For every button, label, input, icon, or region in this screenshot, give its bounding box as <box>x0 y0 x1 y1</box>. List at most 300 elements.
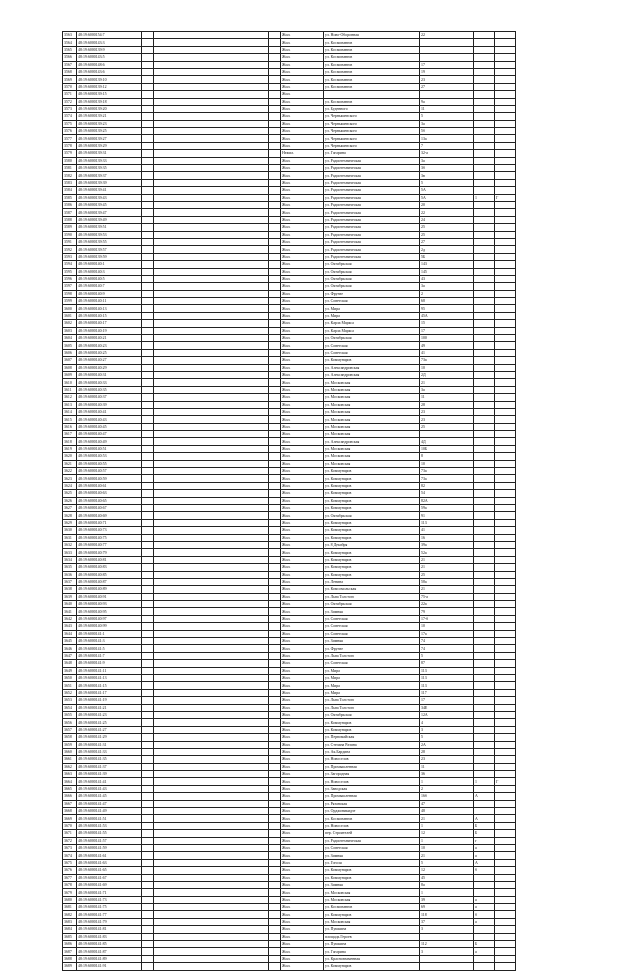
col-5-cell <box>269 704 281 711</box>
building-cell <box>474 674 495 681</box>
col-4-cell <box>154 660 269 667</box>
letter-cell <box>495 963 516 970</box>
col-4-cell <box>154 371 269 378</box>
cadastral-number-cell: 48:19:6000141:69 <box>77 881 142 888</box>
object-type-cell: Жил. <box>281 822 324 829</box>
cadastral-number-cell: 48:19:6000139:21 <box>77 113 142 120</box>
col-4-cell <box>154 497 269 504</box>
col-3-cell <box>142 32 154 39</box>
col-4-cell <box>154 859 269 866</box>
table-row <box>63 867 516 874</box>
object-type-cell: Жил. <box>281 490 324 497</box>
house-number-cell: 5 <box>420 179 474 186</box>
street-cell: ул. Александровская <box>324 438 420 445</box>
street-cell: ул. Московская <box>324 460 420 467</box>
letter-cell <box>495 948 516 955</box>
cadastral-number-cell: 48:19:6000140:17 <box>77 320 142 327</box>
street-cell: ул. Коммунаров <box>324 867 420 874</box>
letter-cell <box>495 564 516 571</box>
letter-cell <box>495 534 516 541</box>
street-cell: ул. Коммунаров <box>324 497 420 504</box>
table-row <box>63 246 516 253</box>
letter-cell <box>495 209 516 216</box>
col-3-cell <box>142 201 154 208</box>
col-3-cell <box>142 209 154 216</box>
col-3-cell <box>142 623 154 630</box>
letter-cell <box>495 268 516 275</box>
row-number-cell: 3628 <box>63 512 77 519</box>
col-3-cell <box>142 859 154 866</box>
col-3-cell <box>142 54 154 61</box>
col-5-cell <box>269 342 281 349</box>
col-3-cell <box>142 704 154 711</box>
col-4-cell <box>154 630 269 637</box>
col-4-cell <box>154 157 269 164</box>
building-cell <box>474 128 495 135</box>
col-4-cell <box>154 512 269 519</box>
street-cell: ул. Московская <box>324 423 420 430</box>
table-row <box>63 608 516 615</box>
col-4-cell <box>154 586 269 593</box>
col-5-cell <box>269 157 281 164</box>
object-type-cell: Жил. <box>281 881 324 888</box>
building-cell <box>474 748 495 755</box>
house-number-cell: 113 <box>420 667 474 674</box>
street-cell: ул. Октябрьская <box>324 261 420 268</box>
house-number-cell: 2 <box>420 785 474 792</box>
street-cell: ул. Радиотехническая <box>324 231 420 238</box>
col-4-cell <box>154 172 269 179</box>
object-type-cell: Жил. <box>281 601 324 608</box>
building-cell <box>474 327 495 334</box>
building-cell <box>474 482 495 489</box>
col-3-cell <box>142 135 154 142</box>
cadastral-number-cell: 48:19:6000139:10 <box>77 76 142 83</box>
cadastral-number-cell: 48:19:6000140:29 <box>77 364 142 371</box>
col-5-cell <box>269 519 281 526</box>
col-3-cell <box>142 312 154 319</box>
house-number-cell: 28 <box>420 748 474 755</box>
col-5-cell <box>269 172 281 179</box>
col-5-cell <box>269 187 281 194</box>
building-cell <box>474 741 495 748</box>
table-row <box>63 157 516 164</box>
street-cell: ул. Советская <box>324 844 420 851</box>
cadastral-number-cell: 48:19:6000139:41 <box>77 187 142 194</box>
col-3-cell <box>142 593 154 600</box>
row-number-cell: 3568 <box>63 68 77 75</box>
row-number-cell: 3634 <box>63 556 77 563</box>
object-type-cell: Жил. <box>281 852 324 859</box>
house-number-cell: 41 <box>420 349 474 356</box>
object-type-cell: Жил. <box>281 298 324 305</box>
cadastral-number-cell: 48:19:6000141:87 <box>77 948 142 955</box>
house-number-cell: 95 <box>420 305 474 312</box>
col-4-cell <box>154 763 269 770</box>
street-cell: ул. Мира <box>324 667 420 674</box>
col-5-cell <box>269 541 281 548</box>
object-type-cell: Жил. <box>281 172 324 179</box>
house-number-cell: 3а <box>420 283 474 290</box>
row-number-cell: 3569 <box>63 76 77 83</box>
building-cell <box>474 689 495 696</box>
table-row <box>63 46 516 53</box>
house-number-cell: 48 <box>420 808 474 815</box>
col-3-cell <box>142 76 154 83</box>
building-cell <box>474 201 495 208</box>
street-cell: ул. Коммунаров <box>324 549 420 556</box>
row-number-cell: 3676 <box>63 867 77 874</box>
building-cell <box>474 68 495 75</box>
building-cell <box>474 335 495 342</box>
table-row <box>63 431 516 438</box>
row-number-cell: 3620 <box>63 453 77 460</box>
col-3-cell <box>142 608 154 615</box>
col-3-cell <box>142 105 154 112</box>
col-5-cell <box>269 556 281 563</box>
col-5-cell <box>269 113 281 120</box>
col-5-cell <box>269 497 281 504</box>
letter-cell <box>495 674 516 681</box>
object-type-cell: Жил. <box>281 859 324 866</box>
table-row <box>63 645 516 652</box>
house-number-cell: 12 <box>420 867 474 874</box>
row-number-cell: 3651 <box>63 682 77 689</box>
letter-cell <box>495 859 516 866</box>
letter-cell <box>495 771 516 778</box>
row-number-cell: 3572 <box>63 98 77 105</box>
building-cell <box>474 645 495 652</box>
object-type-cell: Жил. <box>281 512 324 519</box>
object-type-cell: Жил. <box>281 889 324 896</box>
col-3-cell <box>142 394 154 401</box>
row-number-cell: 3665 <box>63 785 77 792</box>
street-cell: ул. Фрунзе <box>324 290 420 297</box>
table-row <box>63 778 516 785</box>
col-4-cell <box>154 926 269 933</box>
street-cell: ул. Загородная <box>324 771 420 778</box>
col-4-cell <box>154 505 269 512</box>
cadastral-number-cell: 48:19:6000140:69 <box>77 512 142 519</box>
letter-cell <box>495 689 516 696</box>
letter-cell <box>495 216 516 223</box>
object-type-cell: Жил. <box>281 371 324 378</box>
building-cell <box>474 785 495 792</box>
house-number-cell: 10 <box>420 364 474 371</box>
cadastral-number-cell: 48:19:6000143:5 <box>77 54 142 61</box>
table-row <box>63 268 516 275</box>
cadastral-number-cell: 48:19:6000141:59 <box>77 844 142 851</box>
letter-cell <box>495 312 516 319</box>
col-4-cell <box>154 54 269 61</box>
col-3-cell <box>142 667 154 674</box>
building-cell <box>474 261 495 268</box>
building-cell <box>474 512 495 519</box>
letter-cell <box>495 46 516 53</box>
cadastral-number-cell: 48:19:6000139:43 <box>77 194 142 201</box>
row-number-cell: 3600 <box>63 305 77 312</box>
col-5-cell <box>269 238 281 245</box>
cadastral-number-cell: 48:19:6000140:43 <box>77 416 142 423</box>
col-3-cell <box>142 578 154 585</box>
object-type-cell: Жил. <box>281 460 324 467</box>
object-type-cell: Жил. <box>281 682 324 689</box>
letter-cell <box>495 68 516 75</box>
house-number-cell: 4Д <box>420 438 474 445</box>
col-3-cell <box>142 638 154 645</box>
table-row <box>63 475 516 482</box>
house-number-cell: 9а <box>420 98 474 105</box>
building-cell <box>474 756 495 763</box>
row-number-cell: 3668 <box>63 808 77 815</box>
house-number-cell: 21 <box>420 815 474 822</box>
col-4-cell <box>154 615 269 622</box>
col-5-cell <box>269 32 281 39</box>
house-number-cell: 16б <box>420 793 474 800</box>
row-number-cell: 3570 <box>63 83 77 90</box>
house-number-cell: 25 <box>420 423 474 430</box>
object-type-cell: Жил. <box>281 541 324 548</box>
col-5-cell <box>269 963 281 970</box>
row-number-cell: 3658 <box>63 734 77 741</box>
col-3-cell <box>142 298 154 305</box>
street-cell: ул. Льва Толстого <box>324 652 420 659</box>
letter-cell <box>495 667 516 674</box>
object-type-cell: Жил. <box>281 68 324 75</box>
row-number-cell: 3576 <box>63 128 77 135</box>
col-4-cell <box>154 881 269 888</box>
house-number-cell: 13а <box>420 135 474 142</box>
street-cell: ул. Московская <box>324 416 420 423</box>
street-cell: ул. Радиотехническая <box>324 157 420 164</box>
street-cell: ул. Рязанская <box>324 800 420 807</box>
table-row <box>63 933 516 940</box>
table-row <box>63 623 516 630</box>
table-row <box>63 874 516 881</box>
table-row <box>63 460 516 467</box>
street-cell: ул. Советская <box>324 623 420 630</box>
col-5-cell <box>269 933 281 940</box>
building-cell <box>474 32 495 39</box>
house-number-cell: 3а <box>420 120 474 127</box>
col-4-cell <box>154 697 269 704</box>
cadastral-number-cell: 48:19:6000141:57 <box>77 837 142 844</box>
cadastral-number-cell: 48:19:6000140:67 <box>77 505 142 512</box>
table-row <box>63 571 516 578</box>
object-type-cell: Жил. <box>281 290 324 297</box>
building-cell <box>474 608 495 615</box>
row-number-cell: 3566 <box>63 54 77 61</box>
row-number-cell: 3673 <box>63 844 77 851</box>
street-cell: ул. Промышленная <box>324 793 420 800</box>
table-row <box>63 586 516 593</box>
row-number-cell: 3587 <box>63 209 77 216</box>
street-cell: ул. Мира <box>324 305 420 312</box>
col-4-cell <box>154 312 269 319</box>
row-number-cell: 3575 <box>63 120 77 127</box>
col-5-cell <box>269 778 281 785</box>
row-number-cell: 3642 <box>63 615 77 622</box>
table-row <box>63 209 516 216</box>
house-number-cell: 8а <box>420 881 474 888</box>
building-cell <box>474 601 495 608</box>
house-number-cell: 82А <box>420 497 474 504</box>
table-row <box>63 445 516 452</box>
col-3-cell <box>142 726 154 733</box>
col-5-cell <box>269 756 281 763</box>
col-4-cell <box>154 852 269 859</box>
col-3-cell <box>142 534 154 541</box>
cadastral-number-cell: 48:19:6000140:53 <box>77 453 142 460</box>
row-number-cell: 3688 <box>63 955 77 962</box>
row-number-cell: 3629 <box>63 519 77 526</box>
cadastral-number-cell: 48:19:6000141:49 <box>77 808 142 815</box>
street-cell: ул. Космонавтов <box>324 98 420 105</box>
street-cell: ул. Зимняя <box>324 638 420 645</box>
col-5-cell <box>269 194 281 201</box>
col-5-cell <box>269 601 281 608</box>
letter-cell <box>495 283 516 290</box>
col-5-cell <box>269 748 281 755</box>
building-cell <box>474 438 495 445</box>
col-4-cell <box>154 453 269 460</box>
col-3-cell <box>142 327 154 334</box>
cadastral-number-cell: 48:19:6000141:55 <box>77 830 142 837</box>
col-3-cell <box>142 741 154 748</box>
building-cell: А <box>474 793 495 800</box>
street-cell: ул. Мира <box>324 682 420 689</box>
letter-cell <box>495 416 516 423</box>
row-number-cell: 3610 <box>63 379 77 386</box>
cadastral-number-cell: 48:19:6000143:6 <box>77 68 142 75</box>
house-number-cell: 79 <box>420 608 474 615</box>
row-number-cell: 3641 <box>63 608 77 615</box>
col-4-cell <box>154 867 269 874</box>
cadastral-number-cell: 48:19:6000140:65 <box>77 497 142 504</box>
col-3-cell <box>142 401 154 408</box>
cadastral-number-cell: 48:19:6000141:33 <box>77 748 142 755</box>
building-cell <box>474 682 495 689</box>
house-number-cell: 73а <box>420 357 474 364</box>
row-number-cell: 3622 <box>63 468 77 475</box>
col-5-cell <box>269 327 281 334</box>
table-row <box>63 911 516 918</box>
letter-cell <box>495 357 516 364</box>
col-3-cell <box>142 918 154 925</box>
row-number-cell: 3612 <box>63 394 77 401</box>
col-3-cell <box>142 844 154 851</box>
col-5-cell <box>269 349 281 356</box>
col-3-cell <box>142 46 154 53</box>
col-3-cell <box>142 505 154 512</box>
street-cell: ул. Московская <box>324 431 420 438</box>
cadastral-number-cell: 48:19:6000140:73 <box>77 527 142 534</box>
cadastral-number-cell: 48:19:6000141:91 <box>77 963 142 970</box>
row-number-cell: 3685 <box>63 933 77 940</box>
street-cell: ул. Космонавтов <box>324 61 420 68</box>
col-3-cell <box>142 371 154 378</box>
col-5-cell <box>269 135 281 142</box>
street-cell: ул. Александровская <box>324 371 420 378</box>
col-3-cell <box>142 224 154 231</box>
cadastral-number-cell: 48:19:6000141:79 <box>77 918 142 925</box>
col-3-cell <box>142 541 154 548</box>
col-3-cell <box>142 61 154 68</box>
col-5-cell <box>269 623 281 630</box>
building-cell <box>474 216 495 223</box>
cadastral-number-cell: 48:19:6000139:59 <box>77 253 142 260</box>
table-row <box>63 667 516 674</box>
table-row <box>63 179 516 186</box>
house-number-cell: 69 <box>420 904 474 911</box>
row-number-cell: 3646 <box>63 645 77 652</box>
object-type-cell: Жил. <box>281 408 324 415</box>
letter-cell <box>495 911 516 918</box>
house-number-cell: 5 <box>420 734 474 741</box>
col-3-cell <box>142 172 154 179</box>
table-row <box>63 201 516 208</box>
row-number-cell: 3594 <box>63 261 77 268</box>
object-type-cell: Жил. <box>281 556 324 563</box>
table-row <box>63 578 516 585</box>
row-number-cell: 3615 <box>63 416 77 423</box>
house-number-cell: 10 <box>420 844 474 851</box>
table-row <box>63 815 516 822</box>
col-5-cell <box>269 98 281 105</box>
cadastral-number-cell: 48:19:6000139:45 <box>77 201 142 208</box>
object-type-cell: Жил. <box>281 224 324 231</box>
col-4-cell <box>154 711 269 718</box>
col-3-cell <box>142 275 154 282</box>
house-number-cell: 73а <box>420 468 474 475</box>
col-3-cell <box>142 911 154 918</box>
house-number-cell: 36 <box>420 771 474 778</box>
object-type-cell: Жил. <box>281 874 324 881</box>
house-number-cell: 5 <box>420 113 474 120</box>
letter-cell <box>495 549 516 556</box>
letter-cell <box>495 408 516 415</box>
cadastral-number-cell: 48:19:6000139:53 <box>77 231 142 238</box>
row-number-cell: 3585 <box>63 194 77 201</box>
row-number-cell: 3609 <box>63 371 77 378</box>
street-cell: ул. Чернышевского <box>324 120 420 127</box>
row-number-cell: 3608 <box>63 364 77 371</box>
row-number-cell: 3657 <box>63 726 77 733</box>
col-4-cell <box>154 135 269 142</box>
table-row <box>63 91 516 98</box>
table-row <box>63 674 516 681</box>
letter-cell <box>495 105 516 112</box>
col-3-cell <box>142 416 154 423</box>
col-3-cell <box>142 305 154 312</box>
col-3-cell <box>142 386 154 393</box>
object-type-cell: Жил. <box>281 423 324 430</box>
object-type-cell: Жил. <box>281 482 324 489</box>
col-3-cell <box>142 216 154 223</box>
cadastral-number-cell: 48:19:6000141:41 <box>77 778 142 785</box>
row-number-cell: 3644 <box>63 630 77 637</box>
table-row <box>63 505 516 512</box>
building-cell <box>474 726 495 733</box>
col-3-cell <box>142 98 154 105</box>
letter-cell <box>495 726 516 733</box>
table-row <box>63 120 516 127</box>
row-number-cell: 3632 <box>63 541 77 548</box>
col-4-cell <box>154 593 269 600</box>
row-number-cell: 3682 <box>63 911 77 918</box>
row-number-cell: 3689 <box>63 963 77 970</box>
col-5-cell <box>269 785 281 792</box>
